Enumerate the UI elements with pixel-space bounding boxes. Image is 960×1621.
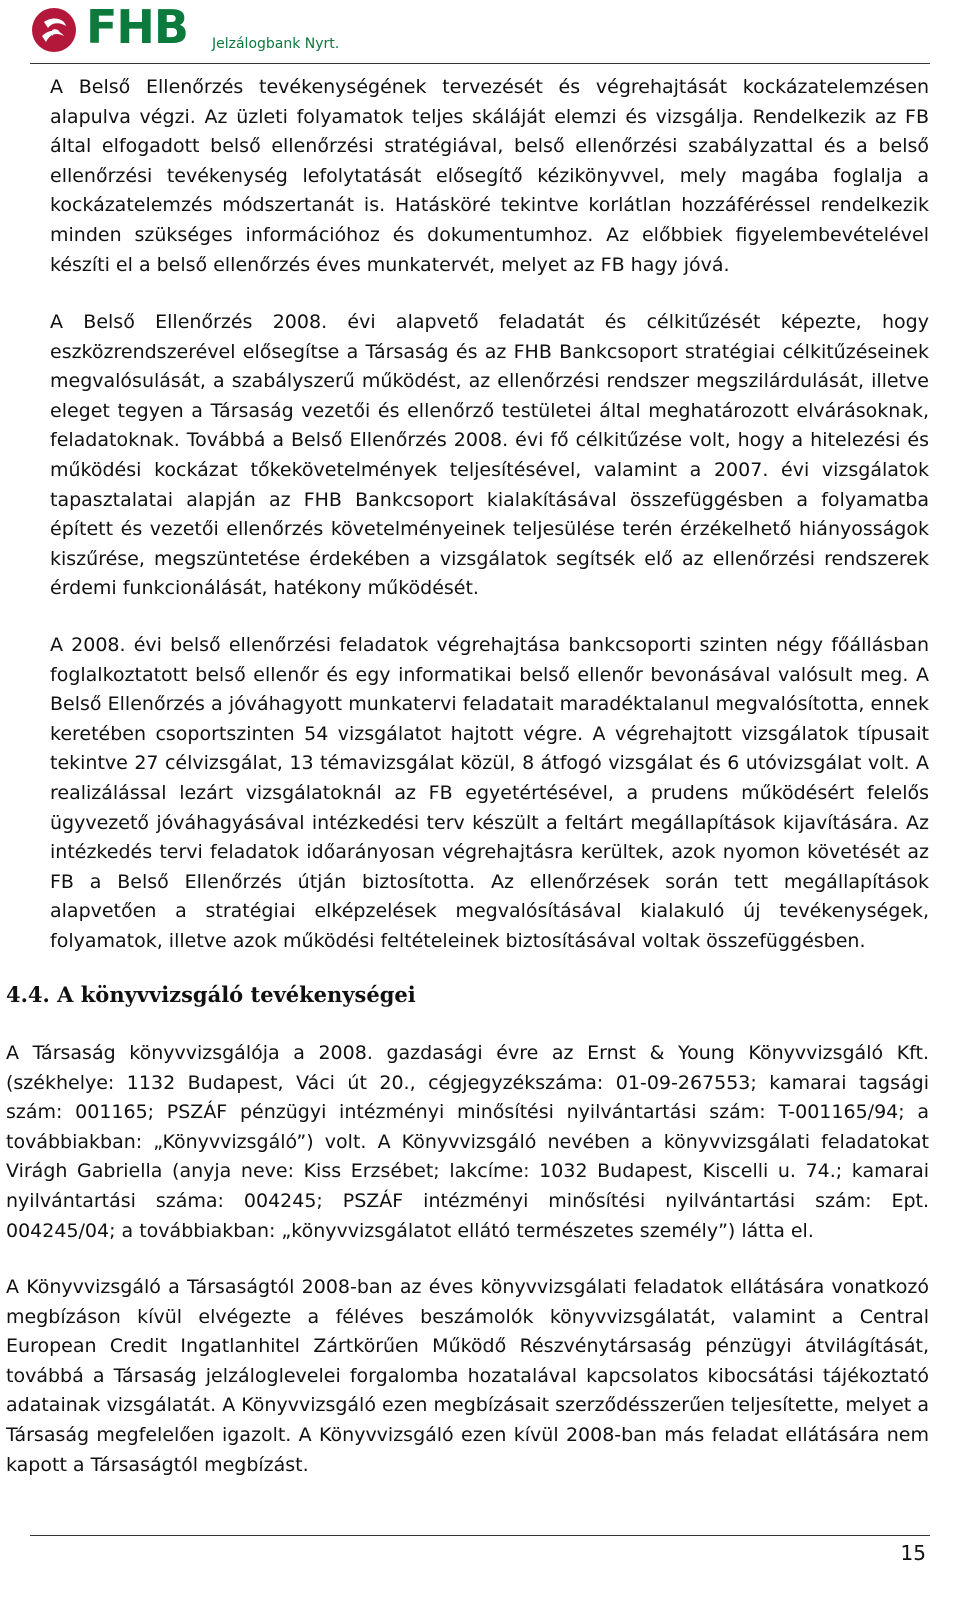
footer-divider bbox=[30, 1535, 930, 1536]
page-number: 15 bbox=[900, 1541, 926, 1565]
logo-wordmark: FHB bbox=[86, 0, 188, 54]
section-heading: 4.4. A könyvvizsgáló tevékenységei bbox=[6, 982, 416, 1007]
header-divider bbox=[30, 63, 930, 64]
logo-subtitle: Jelzálogbank Nyrt. bbox=[212, 36, 340, 52]
page-header bbox=[30, 0, 930, 60]
paragraph-5: A Könyvvizsgáló a Társaságtól 2008-ban az éves könyvvizsgálati feladatok ellátására vonatkozó megbízáson kívül elvégezte a féléves beszámolók könyvvizsgálatát, valamint a Central European Credit Ingatlanhitel Zártkörűen Működő Részvénytársaság pénzügyi átvilágítását, továbbá a Társaság jelzáloglevelei forgalomba hozatalával kapcsolatos kibocsátási tájékoztató adatainak vizsgálatát. A Könyvvizsgáló ezen megbízásait szerződésszerűen teljesítette, melyet a Társaság megfelelően igazolt. A Könyvvizsgáló ezen kívül 2008-ban más feladat ellátására nem kapott a Társaságtól megbízást. bbox=[6, 1276, 929, 1476]
paragraph-2: A Belső Ellenőrzés 2008. évi alapvető feladatát és célkitűzését képezte, hogy eszközrendszerével elősegítse a Társaság és az FHB Bankcsoport stratégiai célkitűzéseinek megvalósulását, a szabályszerű működést, az ellenőrzési rendszer megszilárdulását, illetve eleget tegyen a Társaság vezetői és ellenőrző testületei által meghatározott elvárásoknak, feladatoknak. Továbbá a Belső Ellenőrzés 2008. évi fő célkitűzése volt, hogy a hitelezési és működési kockázat tőkekövetelmények teljesítésével, valamint a 2007. évi vizsgálatok tapasztalatai alapján az FHB Bankcsoport kialakításával összefüggésben a folyamatba épített és vezetői ellenőrzés követelményeinek teljesülése terén érzékelhető hiányosságok kiszűrése, megszüntetése érdekében a vizsgálatok segítsék elő az ellenőrzési rendszerek érdemi funkcionálását, hatékony működését. bbox=[50, 311, 929, 600]
paragraph-1: A Belső Ellenőrzés tevékenységének tervezését és végrehajtását kockázatelemzésen alapulva végzi. Az üzleti folyamatok teljes skáláját elemzi és vizsgálja. Rendelkezik az FB által elfogadott belső ellenőrzési stratégiával, belső ellenőrzési szabályzattal és a belső ellenőrzési tevékenység lefolytatását elősegítő kézikönyvvel, mely magába foglalja a kockázatelemzés módszertanát is. Hatásköré tekintve korlátlan hozzáféréssel rendelkezik minden szükséges információhoz és dokumentumhoz. Az előbbiek figyelembevételével készíti el a belső ellenőrzés éves munkatervét, melyet az FB hagy jóvá. bbox=[50, 76, 929, 276]
paragraph-4: A Társaság könyvvizsgálója a 2008. gazdasági évre az Ernst & Young Könyvvizsgáló Kft. (székhelye: 1132 Budapest, Váci út 20., cégjegyzékszáma: 01-09-267553; kamarai tagsági szám: 001165; PSZÁF pénzügyi intézményi minősítési nyilvántartási szám: T-001165/94; a továbbiakban: „Könyvvizsgáló”) volt. A Könyvvizsgáló nevében a könyvvizsgálati feladatokat Virágh Gabriella (anyja neve: Kiss Erzsébet; lakcíme: 1032 Budapest, Kiscelli u. 74.; kamarai nyilvántartási száma: 004245; PSZÁF intézményi minősítési nyilvántartási szám: Ept. 004245/04; a továbbiakban: „könyvvizsgálatot ellátó természetes személy”) látta el. bbox=[6, 1042, 929, 1242]
fhb-logo-icon bbox=[30, 6, 78, 54]
paragraph-3: A 2008. évi belső ellenőrzési feladatok végrehajtása bankcsoporti szinten négy főállásban foglalkoztatott belső ellenőr és egy informatikai belső ellenőr bevonásával valósult meg. A Belső Ellenőrzés a jóváhagyott munkatervi feladatait maradéktalanul megvalósította, ennek keretében csoportszinten 54 vizsgálatot hajtott végre. A végrehajtott vizsgálatok típusait tekintve 27 célvizsgálat, 13 témavizsgálat közül, 8 átfogó vizsgálat és 6 utóvizsgálat volt. A realizálással lezárt vizsgálatoknál az FB egyetértésével, a prudens működésért felelős ügyvezető jóváhagyásával intézkedési terv készült a feltárt megállapítások kijavítására. Az intézkedés tervi feladatok időarányosan végrehajtásra kerültek, azok nyomon követését az FB a Belső Ellenőrzés útján biztosította. Az ellenőrzések során tett megállapítások alapvetően a stratégiai elképzelések megvalósításával kialakuló új tevékenységek, folyamatok, illetve azok működési feltételeinek biztosításával voltak összefüggésben. bbox=[50, 634, 929, 952]
